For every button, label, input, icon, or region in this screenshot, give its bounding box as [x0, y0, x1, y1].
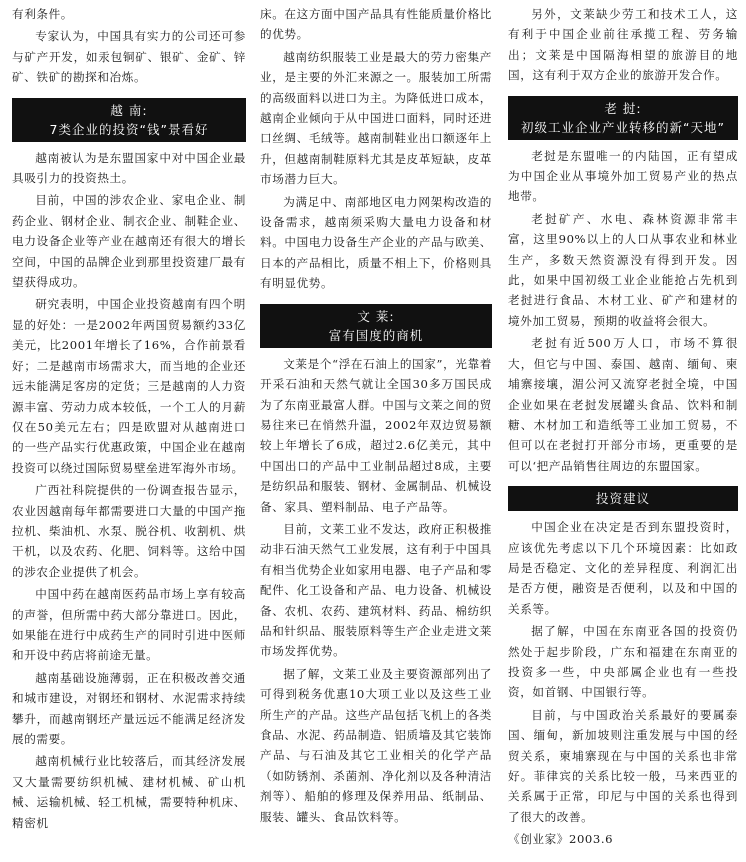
paragraph: 据了解，中国在东南亚各国的投资仍然处于起步阶段，广东和福建在东南亚的投资多一些，中央部属企业也有一些投资，如首钢、中国银行等。: [508, 624, 738, 700]
section-header-brunei: [260, 304, 492, 348]
paragraph: 为满足中、南部地区电力网架构改造的设备需求，越南须采购大量电力设备和材料。中国电力设备生产企业的产品与欧美、日本的产品相比，质量不相上下，价格则具有明显优势。: [260, 194, 492, 291]
paragraph: 老挝是东盟唯一的内陆国，正有望成为中国企业从事境外加工贸易产业的热点地带。: [508, 148, 738, 204]
section-header-title: 文 莱:: [357, 308, 395, 324]
section-header-subtitle: 7类企业的投资“钱”景看好: [49, 121, 209, 137]
paragraph: 越南机械行业比较落后，而其经济发展又大量需要纺织机械、建材机械、矿山机械、运输机械、轻工机械，需要特种机床、精密机: [12, 754, 246, 830]
section-header-title: 投资建议: [595, 491, 650, 507]
section-header-vietnam: [12, 98, 246, 142]
paragraph: 目前，中国的涉农企业、家电企业、制药企业、钢材企业、制衣企业、制鞋企业、电力设备企业等产业在越南还有很大的增长空间，中国的品牌企业到那里投资建厂最有望获得成功。: [12, 193, 246, 290]
paragraph: 另外，文莱缺少劳工和技术工人，这有利于中国企业前往承揽工程、劳务输出；文莱是中国隔海相望的旅游目的地国，这有利于双方企业的旅游开发合作。: [508, 7, 738, 83]
column-middle: [260, 4, 492, 858]
paragraph: 床。在这方面中国产品具有性能质量价格比的优势。: [260, 7, 492, 42]
paragraph: 据了解，文莱工业及主要资源部列出了可得到税务优惠10大项工业以及这些工业所生产的产品。这些产品包括飞机上的各类食品、水泥、药品制造、铝质墙及其它装饰产品、与石油及其它工业相关的化学产品（如防锈剂、杀菌剂、净化剂以及各种清洁剂等）、船舶的修理及保养用品、纸制品、服装、罐头、食品饮料等。: [260, 666, 492, 824]
paragraph: 专家认为，中国具有实力的公司还可参与矿产开发，如汞包铜矿、银矿、金矿、锌矿、铁矿的勘探和冶炼。: [12, 29, 246, 85]
section-header-subtitle: 初级工业企业产业转移的新“天地”: [521, 119, 725, 135]
paragraph: 越南基础设施薄弱，正在积极改善交通和城市建设，对钢坯和钢材、水泥需求持续攀升，而越南钢坯产量远远不能满足经济发展的需要。: [12, 670, 246, 746]
paragraph: 越南纺织服装工业是最大的劳力密集产业，是主要的外汇来源之一。服装加工所需的高级面料以进口为主。为降低进口成本，越南企业倾向于从中国进口面料，同时还进口丝绸、毛绒等。越南制鞋业出口额逐年上升，但越南制鞋原料尤其是皮革短缺，皮革市场潜力巨大。: [260, 49, 492, 187]
paragraph: 越南被认为是东盟国家中对中国企业最具吸引力的投资热土。: [12, 150, 246, 186]
paragraph: 研究表明，中国企业投资越南有四个明显的好处：一是2002年两国贸易额约33亿美元，比2001年增长了16%，合作前景看好；二是越南市场需求大，而当地的企业还远未能满足客房的定货；三是越南的人力资源丰富、劳动力成本较低，一个工人的月薪仅在50美元左右；四是欧盟对从越南进口的一些产品实行优惠政策，中国企业在越南投资可以绕过国际贸易壁垒进军海外市场。: [12, 297, 246, 475]
paragraph: 目前，文莱工业不发达，政府正积极推动非石油天然气工业发展，这有利于中国具有相当优势企业如家用电器、电子产品和零配件、化工设备和产品、电力设备、机械设备、农机、农药、建筑材料、药品、棉纺织品和针织品、服装原料等生产企业走进文莱市场发挥优势。: [260, 521, 492, 659]
paragraph: 中国中药在越南医药品市场上享有较高的声誉，但所需中药大部分靠进口。因此，如果能在进行中成药生产的同时引进中医师和开设中药店将前途无量。: [12, 587, 246, 663]
paragraph: 有利条件。: [12, 7, 73, 21]
section-header-title: 老 挝:: [604, 100, 642, 116]
paragraph: 老挝矿产、水电、森林资源非常丰富，这里90%以上的人口从事农业和林业生产，多数天然资源没有得到开发。因此，如果中国初级工业企业能抢占先机到老挝进行食品、木材工业、矿产和建材的境外加工贸易，预期的收益将会很大。: [508, 211, 738, 328]
paragraph: 广西社科院提供的一份调查报告显示，农业因越南每年都需要进口大量的中国产拖拉机、柴油机、水泵、脱谷机、收割机、烘干机，以及农药、化肥、饲料等。这给中国的涉农企业提供了机会。: [12, 483, 246, 579]
section-header-laos: [508, 96, 738, 140]
source-citation: 《创业家》2003.6: [508, 832, 614, 847]
paragraph: 目前，与中国政治关系最好的要属泰国、缅甸，新加坡则注重发展与中国的经贸关系，柬埔寨现在与中国的关系也非常好。菲律宾的关系比较一般，马来西亚的关系属于正常，印尼与中国的关系也得到了很大的改善。: [508, 707, 738, 824]
section-header-title: 越 南:: [110, 102, 148, 118]
paragraph: 中国企业在决定是否到东盟投资时，应该优先考虑以下几个环境因素：比如政局是否稳定、文化的差异程度、利润汇出是否方便，融资是否便利，以及和中国的关系等。: [508, 520, 738, 616]
column-left: [12, 4, 246, 858]
column-right: [508, 4, 738, 858]
section-header-investment-advice: [508, 486, 738, 511]
section-header-subtitle: 富有国度的商机: [328, 327, 424, 343]
paragraph: 老挝有近500万人口，市场不算很大，但它与中国、泰国、越南、缅甸、柬埔寨接壤，湄公河又流穿老挝全境，中国企业如果在老挝发展罐头食品、饮料和制糖、木材加工和造纸等工业加工贸易，不但可以在老挝打开部分市场，更重要的是可以‘把产品销售往周边的东盟国家。: [508, 336, 738, 473]
paragraph: 文莱是个“浮在石油上的国家”，光靠着开采石油和天然气就让全国30多万国民成为了东南亚最富人群。中国与文莱之间的贸易往来已在悄然升温，2002年双边贸易额较上年增长了6成，超过2.6亿美元，其中中国出口的产品中工业制品超过8成，主要是纺织品和服装、钢材、金属制品、机械设备、家具、塑料制品、电子产品等。: [260, 356, 492, 514]
